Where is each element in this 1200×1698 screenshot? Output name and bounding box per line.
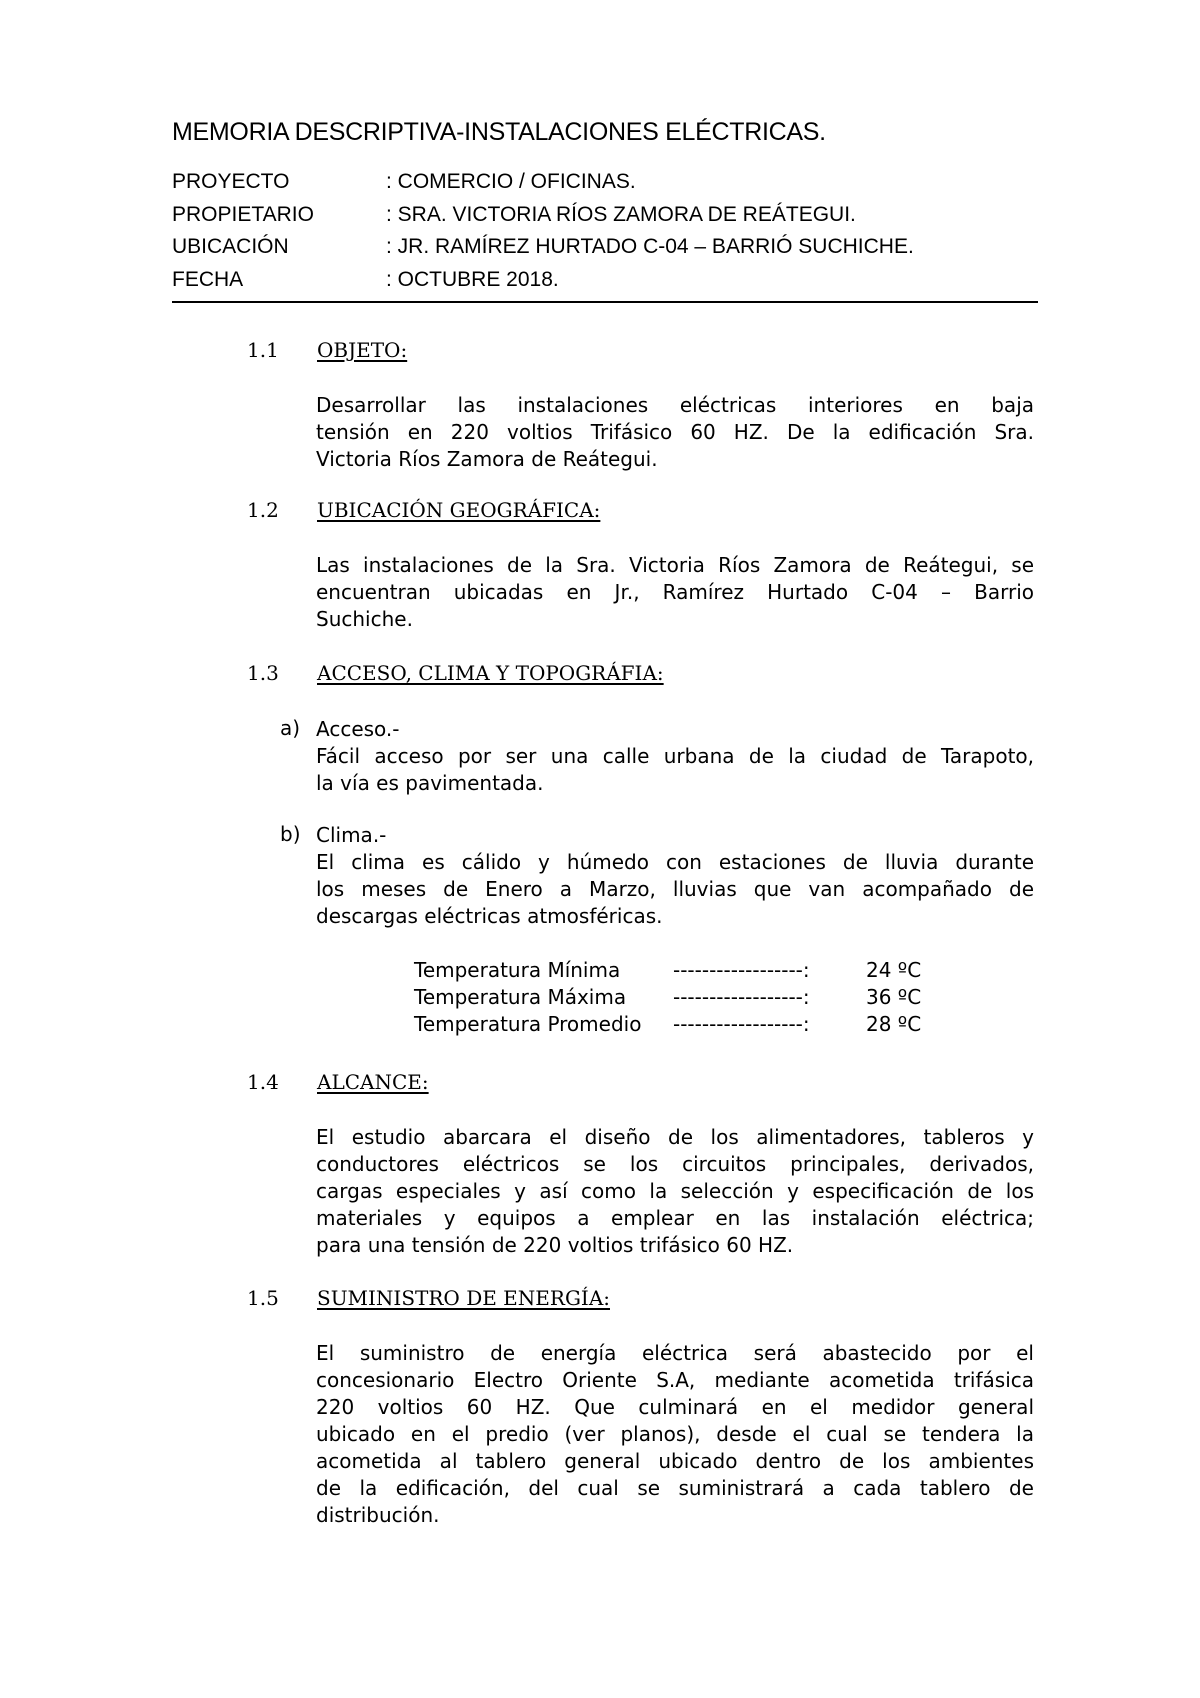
- paragraph-objeto: [316, 392, 1034, 473]
- paragraph-line: tensión en 220 voltios Trifásico 60 HZ. De la edificación Sra.: [316, 420, 1034, 444]
- document-title: MEMORIA DESCRIPTIVA-INSTALACIONES ELÉCTRICAS.: [172, 118, 826, 146]
- meta-value: : COMERCIO / OFICINAS.: [386, 170, 636, 193]
- meta-row-ubicacion: [172, 235, 1038, 268]
- paragraph-line: El clima es cálido y húmedo con estaciones de lluvia durante: [316, 850, 1034, 874]
- paragraph-line: los meses de Enero a Marzo, lluvias que van acompañado de: [316, 877, 1034, 901]
- header-divider: [172, 301, 1038, 303]
- list-marker: b): [280, 822, 301, 846]
- paragraph-line: cargas especiales y así como la selección y especificación de los: [316, 1179, 1034, 1203]
- section-title: UBICACIÓN GEOGRÁFICA:: [317, 498, 601, 522]
- paragraph-line: concesionario Electro Oriente S.A, mediante acometida trifásica: [316, 1368, 1034, 1392]
- paragraph-line: para una tensión de 220 voltios trifásico 60 HZ.: [316, 1233, 794, 1257]
- project-info: [172, 170, 1038, 300]
- section-title: OBJETO:: [317, 338, 408, 362]
- section-number: 1.4: [247, 1070, 279, 1094]
- paragraph-line: materiales y equipos a emplear en las instalación eléctrica;: [316, 1206, 1034, 1230]
- meta-row-fecha: [172, 268, 1038, 301]
- meta-value: : JR. RAMÍREZ HURTADO C-04 – BARRIÓ SUCHICHE.: [386, 235, 914, 258]
- temperature-leader: ------------------:: [673, 958, 810, 982]
- paragraph-line: encuentran ubicadas en Jr., Ramírez Hurtado C-04 – Barrio: [316, 580, 1034, 604]
- paragraph-line: acometida al tablero general ubicado dentro de los ambientes: [316, 1449, 1034, 1473]
- paragraph-line: Victoria Ríos Zamora de Reátegui.: [316, 447, 658, 471]
- temperature-label: Temperatura Promedio: [414, 1012, 642, 1036]
- meta-row-propietario: [172, 203, 1038, 236]
- section-number: 1.1: [247, 338, 279, 362]
- paragraph-suministro: [316, 1340, 1034, 1529]
- meta-label: PROPIETARIO: [172, 202, 314, 226]
- list-item-clima: [316, 822, 1034, 930]
- paragraph-line: conductores eléctricos se los circuitos principales, derivados,: [316, 1152, 1034, 1176]
- section-title: SUMINISTRO DE ENERGÍA:: [317, 1286, 610, 1310]
- temperature-value: 28 ºC: [866, 1012, 922, 1036]
- list-item-heading: Clima.-: [316, 823, 387, 847]
- section-number: 1.2: [247, 498, 279, 522]
- section-title: ACCESO, CLIMA Y TOPOGRÁFIA:: [317, 661, 664, 685]
- temperature-value: 36 ºC: [866, 985, 922, 1009]
- meta-row-proyecto: [172, 170, 1038, 203]
- meta-value: : OCTUBRE 2018.: [386, 267, 559, 291]
- meta-label: UBICACIÓN: [172, 235, 289, 258]
- paragraph-line: ubicado en el predio (ver planos), desde el cual se tendera la: [316, 1422, 1034, 1446]
- list-item-acceso: [316, 716, 1034, 797]
- paragraph-line: descargas eléctricas atmosféricas.: [316, 904, 663, 928]
- paragraph-ubicacion: [316, 552, 1034, 633]
- temperature-value: 24 ºC: [866, 958, 922, 982]
- paragraph-line: Desarrollar las instalaciones eléctricas interiores en baja: [316, 393, 1034, 417]
- paragraph-line: Las instalaciones de la Sra. Victoria Ríos Zamora de Reátegui, se: [316, 553, 1034, 577]
- section-title: ALCANCE:: [317, 1070, 429, 1094]
- paragraph-line: El estudio abarcara el diseño de los alimentadores, tableros y: [316, 1125, 1034, 1149]
- list-marker: a): [280, 716, 301, 740]
- meta-label: PROYECTO: [172, 170, 290, 193]
- paragraph-line: Fácil acceso por ser una calle urbana de la ciudad de Tarapoto,: [316, 744, 1034, 768]
- paragraph-line: de la edificación, del cual se suministrará a cada tablero de: [316, 1476, 1034, 1500]
- list-item-heading: Acceso.-: [316, 717, 400, 741]
- temperature-label: Temperatura Mínima: [414, 958, 621, 982]
- section-number: 1.3: [247, 661, 279, 685]
- section-number: 1.5: [247, 1286, 279, 1310]
- meta-value: : SRA. VICTORIA RÍOS ZAMORA DE REÁTEGUI.: [386, 202, 856, 226]
- paragraph-line: 220 voltios 60 HZ. Que culminará en el medidor general: [316, 1395, 1034, 1419]
- paragraph-line: la vía es pavimentada.: [316, 771, 544, 795]
- paragraph-line: distribución.: [316, 1503, 440, 1527]
- paragraph-line: Suchiche.: [316, 607, 413, 631]
- temperature-label: Temperatura Máxima: [414, 985, 627, 1009]
- temperature-leader: ------------------:: [673, 1012, 810, 1036]
- temperature-leader: ------------------:: [673, 985, 810, 1009]
- meta-label: FECHA: [172, 267, 244, 291]
- paragraph-alcance: [316, 1124, 1034, 1259]
- paragraph-line: El suministro de energía eléctrica será abastecido por el: [316, 1341, 1034, 1365]
